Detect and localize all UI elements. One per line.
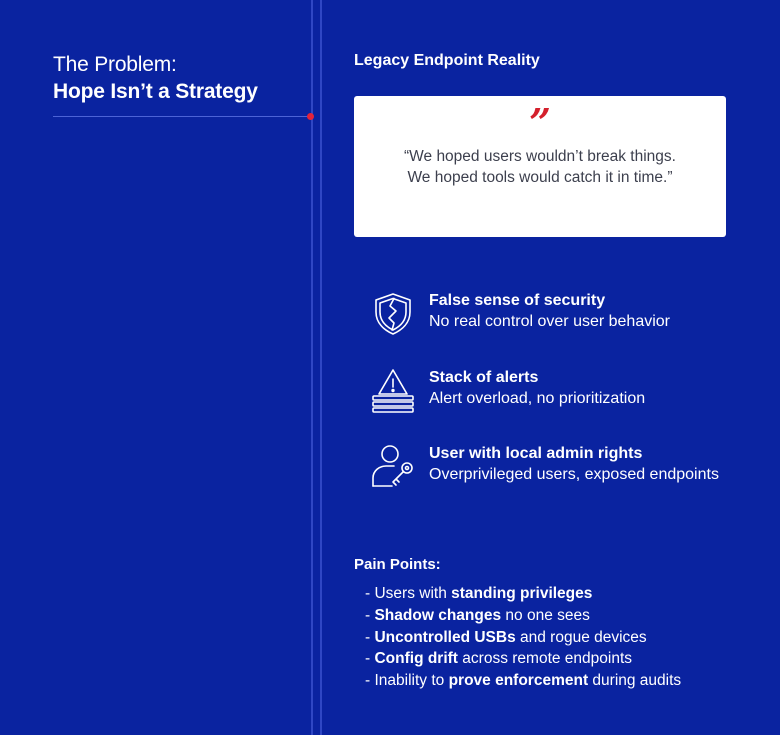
feature-title: False sense of security xyxy=(429,292,606,309)
feature-false-security xyxy=(370,291,750,361)
red-dot-marker xyxy=(307,113,314,120)
feature-description: Alert overload, no prioritization xyxy=(429,390,646,407)
quote-mark-icon: ” xyxy=(529,100,551,145)
feature-description: Overprivileged users, exposed endpoints xyxy=(429,466,719,483)
pain-point-item: - Uncontrolled USBs and rogue devices xyxy=(365,628,647,646)
user-key-icon xyxy=(370,444,416,490)
problem-heading-line1: The Problem: xyxy=(53,53,177,76)
pain-points-title: Pain Points: xyxy=(354,556,441,573)
feature-stack-alerts xyxy=(370,368,750,438)
pain-point-item: - Users with standing privileges xyxy=(365,585,593,602)
problem-heading xyxy=(53,52,313,106)
pain-points-list xyxy=(365,583,681,692)
quote-card xyxy=(354,96,726,237)
pain-point-item: - Config drift across remote endpoints xyxy=(365,650,633,668)
feature-title: User with local admin rights xyxy=(429,445,643,462)
feature-title: Stack of alerts xyxy=(429,369,539,386)
cracked-shield-icon xyxy=(370,291,416,337)
feature-description: No real control over user behavior xyxy=(429,313,671,330)
feature-local-admin xyxy=(370,444,750,514)
pain-point-item: - Inability to prove enforcement during audits xyxy=(365,672,682,690)
alert-stack-icon xyxy=(370,368,416,414)
section-title: Legacy Endpoint Reality xyxy=(354,52,540,69)
pain-point-item: - Shadow changes no one sees xyxy=(365,606,590,624)
problem-heading-line2: Hope Isn’t a Strategy xyxy=(53,80,258,103)
quote-text: “We hoped users wouldn’t break things. We hoped tools would catch it in time.” xyxy=(404,148,676,186)
vertical-divider-line xyxy=(311,0,313,735)
heading-underline xyxy=(53,116,311,117)
vertical-divider-line-secondary xyxy=(320,0,322,735)
